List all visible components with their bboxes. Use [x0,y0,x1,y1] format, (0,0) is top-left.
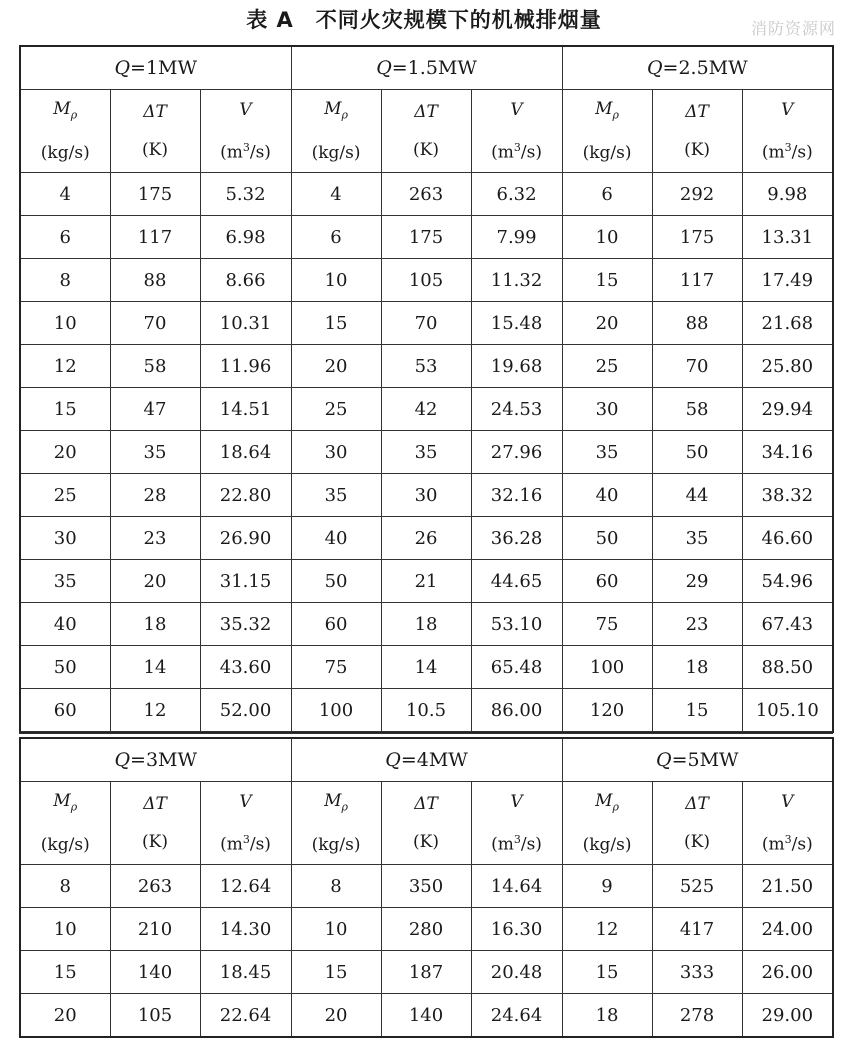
fire-size-value: =4MW [400,749,468,771]
table-cell: 18 [652,646,742,689]
table-cell: 24.53 [471,388,562,431]
table-row [20,259,833,302]
table-cell: 105 [110,994,200,1038]
table-cell: 100 [291,689,381,733]
table-cell: 11.32 [471,259,562,302]
table-cell: 26.00 [742,951,833,994]
table-cell: 40 [562,474,652,517]
table-cell: 21.50 [742,865,833,908]
table-cell: 58 [652,388,742,431]
table-cell: 6.32 [471,173,562,216]
table-cell: 140 [110,951,200,994]
q-symbol: Q [385,749,401,771]
temp-symbol: ΔT [685,102,709,123]
table-cell: 12 [20,345,110,388]
volume-unit-post: /s) [791,834,813,855]
volume-unit-sup: 3 [784,832,792,846]
table-cell: 40 [20,603,110,646]
table-row [20,603,833,646]
volume-symbol: V [510,99,523,120]
table-cell: 10 [291,259,381,302]
fire-size-value: =2.5MW [662,57,748,79]
table-cell: 28 [110,474,200,517]
table-cell: 52.00 [200,689,291,733]
volume-unit [472,821,562,864]
volume-symbol: V [510,791,523,812]
mass-unit: (kg/s) [582,143,632,164]
table-cell: 24.00 [742,908,833,951]
table-cell: 58 [110,345,200,388]
q-symbol: Q [656,749,672,771]
temp-rise-header [652,90,742,173]
table-cell: 50 [652,431,742,474]
volume-flow-header [200,90,291,173]
temp-unit: (K) [413,832,440,853]
table-cell: 10 [562,216,652,259]
table-cell: 23 [652,603,742,646]
table-row [20,689,833,733]
mass-flow-header [20,782,110,865]
table-cell: 53 [381,345,471,388]
mass-symbol: M [595,791,613,811]
volume-unit-pre: (m [491,834,514,855]
volume-unit-post: /s) [249,834,271,855]
block-divider [19,731,833,734]
column-header-row [20,90,833,173]
table-cell: 50 [562,517,652,560]
table-title: 表 A 不同火灾规模下的机械排烟量 [246,8,602,32]
table-cell: 10 [20,908,110,951]
temp-unit: (K) [142,832,168,853]
volume-unit [201,821,291,864]
volume-unit [743,821,833,864]
table-cell: 140 [381,994,471,1038]
table-cell: 35 [110,431,200,474]
table-cell: 12 [562,908,652,951]
table-row [20,517,833,560]
table-cell: 5.32 [200,173,291,216]
smoke-table-block-1 [19,45,834,733]
table-cell: 31.15 [200,560,291,603]
table-cell: 333 [652,951,742,994]
table-cell: 35 [381,431,471,474]
fire-size-header [291,46,562,90]
table-cell: 263 [110,865,200,908]
table-cell: 16.30 [471,908,562,951]
table-cell: 43.60 [200,646,291,689]
volume-unit-post: /s) [520,834,542,855]
table-cell: 10.5 [381,689,471,733]
table-cell: 15 [20,951,110,994]
table-cell: 70 [381,302,471,345]
q-symbol: Q [114,57,131,79]
q-symbol: Q [376,57,392,79]
table-cell: 4 [291,173,381,216]
table-cell: 15 [291,302,381,345]
table-cell: 50 [291,560,381,603]
fire-size-value: =3MW [130,749,198,771]
mass-subscript: ρ [341,800,348,814]
table-cell: 86.00 [471,689,562,733]
table-row [20,994,833,1038]
mass-subscript: ρ [341,108,348,122]
table-row [20,173,833,216]
table-cell: 11.96 [200,345,291,388]
mass-unit: (kg/s) [311,143,361,164]
table-cell: 23 [110,517,200,560]
table-cell: 14.51 [200,388,291,431]
table-cell: 280 [381,908,471,951]
table-cell: 20 [110,560,200,603]
table-cell: 27.96 [471,431,562,474]
table-cell: 60 [562,560,652,603]
temp-symbol: ΔT [414,794,438,815]
table-cell: 15 [562,951,652,994]
table-cell: 38.32 [742,474,833,517]
temp-unit: (K) [684,832,711,853]
table-row [20,646,833,689]
volume-unit-sup: 3 [513,140,521,154]
temp-rise-header [381,90,471,173]
fire-size-header [562,46,833,90]
table-cell: 18.64 [200,431,291,474]
table-cell: 350 [381,865,471,908]
table-row [20,865,833,908]
table-cell: 105.10 [742,689,833,733]
table-cell: 42 [381,388,471,431]
table-cell: 10.31 [200,302,291,345]
volume-symbol: V [781,791,794,812]
fire-size-value: =1.5MW [391,57,477,79]
table-cell: 35 [291,474,381,517]
volume-unit [201,129,291,172]
fire-size-header [562,738,833,782]
temp-rise-header [110,90,200,173]
table-cell: 8 [20,259,110,302]
table-cell: 44.65 [471,560,562,603]
table-cell: 10 [20,302,110,345]
table-cell: 15 [291,951,381,994]
table-cell: 20 [562,302,652,345]
table-row [20,302,833,345]
temp-rise-header [381,782,471,865]
fire-size-row [20,738,833,782]
table-cell: 20.48 [471,951,562,994]
volume-unit-pre: (m [761,834,785,855]
mass-subscript: ρ [612,800,619,814]
q-symbol: Q [114,749,131,771]
table-cell: 40 [291,517,381,560]
volume-unit-pre: (m [491,142,514,163]
table-cell: 60 [20,689,110,733]
volume-unit-sup: 3 [784,140,792,154]
table-cell: 60 [291,603,381,646]
volume-unit-post: /s) [520,142,542,163]
volume-flow-header [200,782,291,865]
table-cell: 30 [20,517,110,560]
volume-symbol: V [781,99,794,120]
table-cell: 53.10 [471,603,562,646]
table-cell: 278 [652,994,742,1038]
volume-unit-sup: 3 [242,832,250,846]
table-cell: 22.64 [200,994,291,1038]
table-cell: 20 [291,345,381,388]
volume-unit [743,129,833,172]
table-cell: 18.45 [200,951,291,994]
volume-flow-header [742,782,833,865]
table-cell: 32.16 [471,474,562,517]
fire-size-row [20,46,833,90]
table-cell: 6 [562,173,652,216]
table-row [20,431,833,474]
mass-subscript: ρ [70,108,78,122]
table-row [20,951,833,994]
temp-symbol: ΔT [685,794,709,815]
table-cell: 15.48 [471,302,562,345]
table-cell: 417 [652,908,742,951]
table-cell: 10 [291,908,381,951]
table-cell: 14 [110,646,200,689]
table-cell: 21 [381,560,471,603]
mass-unit: (kg/s) [40,835,90,856]
table-cell: 44 [652,474,742,517]
mass-subscript: ρ [70,800,78,814]
table-cell: 47 [110,388,200,431]
table-row [20,216,833,259]
fire-size-value: =1MW [130,57,198,79]
table-cell: 70 [110,302,200,345]
table-cell: 6 [20,216,110,259]
table-cell: 18 [110,603,200,646]
table-cell: 6.98 [200,216,291,259]
table-cell: 8.66 [200,259,291,302]
table-cell: 36.28 [471,517,562,560]
table-cell: 67.43 [742,603,833,646]
table-cell: 29.94 [742,388,833,431]
volume-unit-pre: (m [220,142,243,163]
fire-size-header [291,738,562,782]
table-row [20,345,833,388]
table-cell: 175 [652,216,742,259]
table-cell: 34.16 [742,431,833,474]
mass-unit: (kg/s) [582,835,632,856]
table-cell: 105 [381,259,471,302]
smoke-table-block-2 [19,737,834,1038]
table-cell: 263 [381,173,471,216]
table-cell: 35 [652,517,742,560]
volume-unit-pre: (m [220,834,243,855]
table-cell: 26 [381,517,471,560]
table-cell: 18 [562,994,652,1038]
fire-size-value: =5MW [671,749,739,771]
mass-unit: (kg/s) [40,143,90,164]
volume-flow-header [742,90,833,173]
temp-unit: (K) [142,140,168,161]
table-cell: 117 [110,216,200,259]
table-cell: 88.50 [742,646,833,689]
table-cell: 525 [652,865,742,908]
table-cell: 25 [562,345,652,388]
table-cell: 26.90 [200,517,291,560]
table-cell: 65.48 [471,646,562,689]
table-cell: 210 [110,908,200,951]
table-cell: 100 [562,646,652,689]
table-cell: 88 [652,302,742,345]
table-cell: 8 [291,865,381,908]
mass-subscript: ρ [612,108,619,122]
table-cell: 187 [381,951,471,994]
table-cell: 75 [291,646,381,689]
volume-unit-pre: (m [761,142,785,163]
volume-flow-header [471,90,562,173]
table-cell: 9 [562,865,652,908]
table-cell: 25 [20,474,110,517]
table-cell: 29.00 [742,994,833,1038]
table-cell: 6 [291,216,381,259]
table-cell: 9.98 [742,173,833,216]
table-cell: 30 [562,388,652,431]
table-cell: 18 [381,603,471,646]
volume-unit-sup: 3 [242,140,250,154]
table-cell: 175 [381,216,471,259]
table-cell: 30 [381,474,471,517]
watermark: 消防资源网 [750,19,836,38]
q-symbol: Q [646,57,663,79]
table-cell: 20 [20,431,110,474]
mass-unit: (kg/s) [311,835,361,856]
volume-unit-post: /s) [249,142,271,163]
table-cell: 35 [562,431,652,474]
table-cell: 54.96 [742,560,833,603]
table-cell: 46.60 [742,517,833,560]
temp-unit: (K) [684,140,711,161]
column-header-row [20,782,833,865]
table-cell: 29 [652,560,742,603]
table-cell: 120 [562,689,652,733]
mass-symbol: M [324,99,342,119]
temp-symbol: ΔT [143,102,167,123]
table-cell: 15 [20,388,110,431]
mass-flow-header [562,782,652,865]
table-cell: 35.32 [200,603,291,646]
mass-symbol: M [53,99,71,119]
table-cell: 17.49 [742,259,833,302]
mass-flow-header [20,90,110,173]
table-cell: 8 [20,865,110,908]
table-cell: 19.68 [471,345,562,388]
table-cell: 22.80 [200,474,291,517]
table-row [20,908,833,951]
table-cell: 15 [562,259,652,302]
table-cell: 4 [20,173,110,216]
volume-flow-header [471,782,562,865]
mass-symbol: M [324,791,342,811]
table-cell: 25 [291,388,381,431]
table-cell: 175 [110,173,200,216]
temp-symbol: ΔT [414,102,438,123]
table-cell: 35 [20,560,110,603]
table-cell: 292 [652,173,742,216]
volume-unit-post: /s) [791,142,813,163]
mass-flow-header [562,90,652,173]
table-cell: 50 [20,646,110,689]
temp-rise-header [110,782,200,865]
table-cell: 7.99 [471,216,562,259]
table-cell: 21.68 [742,302,833,345]
temp-rise-header [652,782,742,865]
volume-symbol: V [239,99,252,120]
temp-unit: (K) [413,140,440,161]
table-cell: 15 [652,689,742,733]
volume-symbol: V [239,791,252,812]
table-cell: 75 [562,603,652,646]
mass-symbol: M [595,99,613,119]
table-cell: 88 [110,259,200,302]
table-row [20,560,833,603]
mass-flow-header [291,782,381,865]
table-cell: 12 [110,689,200,733]
fire-size-header [20,738,291,782]
table-cell: 12.64 [200,865,291,908]
temp-symbol: ΔT [143,794,167,815]
table-cell: 24.64 [471,994,562,1038]
table-cell: 13.31 [742,216,833,259]
table-cell: 20 [20,994,110,1038]
table-cell: 14.64 [471,865,562,908]
table-row [20,474,833,517]
table-cell: 25.80 [742,345,833,388]
table-cell: 70 [652,345,742,388]
table-row [20,388,833,431]
table-cell: 30 [291,431,381,474]
mass-symbol: M [53,791,71,811]
fire-size-header [20,46,291,90]
table-cell: 20 [291,994,381,1038]
mass-flow-header [291,90,381,173]
volume-unit [472,129,562,172]
volume-unit-sup: 3 [513,832,521,846]
table-cell: 117 [652,259,742,302]
table-cell: 14 [381,646,471,689]
table-cell: 14.30 [200,908,291,951]
